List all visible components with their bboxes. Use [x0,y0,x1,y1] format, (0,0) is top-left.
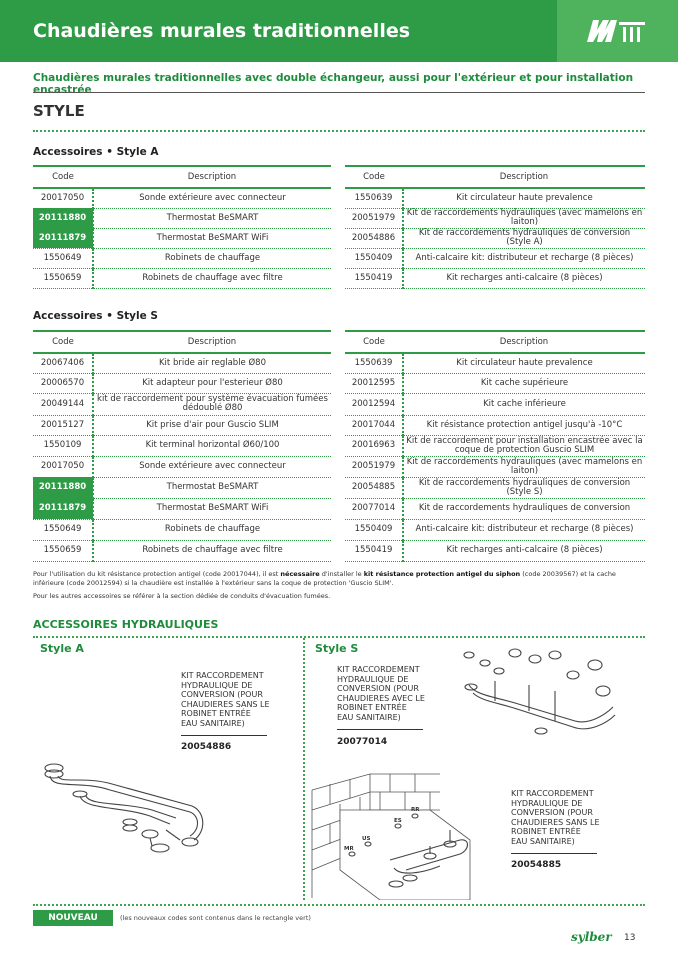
product-code: 1550409 [345,248,403,268]
product-code: 20051979 [345,456,403,477]
description-header: Description [93,166,331,188]
divider [33,636,645,638]
product-code: 20015127 [33,415,93,435]
divider [511,853,597,854]
hydraulics-heading: ACCESSOIRES HYDRAULIQUES [33,618,219,631]
product-code: 20017050 [33,188,93,208]
table-row [33,519,331,540]
product-description: Anti-calcaire kit: distributeur et recharge (8 pièces) [403,519,645,540]
product-description: Sonde extérieure avec connecteur [93,188,331,208]
table-row [33,540,331,561]
product-description: kit de raccordement pour système évacuation fumées dédoublé Ø80 [93,393,331,415]
product-code: 20111879 [33,498,93,519]
table-row [345,268,645,288]
table-row [345,208,645,228]
product-description: Kit circulateur haute prevalence [403,353,645,373]
description-header: Description [403,331,645,353]
table-row [345,393,645,415]
product-description: Kit de raccordement pour installation encastrée avec la coque de protection Guscio SLIM [403,435,645,456]
product-description: Kit de raccordements hydrauliques de conversion (Style S) [403,477,645,498]
product-code: 20067406 [33,353,93,373]
logo-icon [585,16,649,46]
page-title: Chaudières murales traditionnelles [33,20,411,42]
product-code: 20054885 [345,477,403,498]
table-row [33,188,331,208]
product-description: Kit cache supérieure [403,373,645,393]
description-header: Description [403,166,645,188]
brand-logo [557,0,678,62]
product-code: 1550419 [345,540,403,561]
product-description: Thermostat BeSMART [93,477,331,498]
style-s-pipe-kit-illustration [455,645,625,745]
kit-description: KIT RACCORDEMENT HYDRAULIQUE DE CONVERSION (POUR CHAUDIERES AVEC LE ROBINET ENTRÉE EAU SANITAIRE) [337,665,425,722]
product-description: Thermostat BeSMART WiFi [93,498,331,519]
product-description: Robinets de chauffage [93,519,331,540]
product-description: Kit prise d'air pour Guscio SLIM [93,415,331,435]
product-description: Kit de raccordements hydrauliques de conversion (Style A) [403,228,645,248]
product-code: 1550659 [33,268,93,288]
divider [33,904,645,906]
table-row [345,519,645,540]
product-description: Thermostat BeSMART WiFi [93,228,331,248]
product-code: 1550639 [345,188,403,208]
kit-code: 20054886 [181,742,232,752]
product-code: 20111880 [33,477,93,498]
product-description: Robinets de chauffage avec filtre [93,268,331,288]
product-code: 20012595 [345,373,403,393]
product-code: 20016963 [345,435,403,456]
product-code: 1550419 [345,268,403,288]
product-code: 1550109 [33,435,93,456]
footnote-2: Pour les autres accessoires se référer à la section dédiée de conduits d'évacuation fumées. [33,592,331,600]
style-a-pipe-kit-illustration [40,750,210,865]
table-row [345,435,645,456]
product-code: 20111880 [33,208,93,228]
product-description: Thermostat BeSMART [93,208,331,228]
new-badge: NOUVEAU [33,910,113,926]
page-subtitle: Chaudières murales traditionnelles avec double échangeur, aussi pour l'extérieur et pour installation encastrée [33,72,634,96]
table-row [345,415,645,435]
table-row [33,208,331,228]
table-row [345,456,645,477]
code-header: Code [33,331,93,353]
product-code: 1550639 [345,353,403,373]
kit-description: KIT RACCORDEMENT HYDRAULIQUE DE CONVERSION (POUR CHAUDIERES SANS LE ROBINET ENTRÉE EAU SANITAIRE) [511,789,600,846]
style-a-label: Style A [40,642,84,655]
page-number: 13 [624,933,636,943]
flow-label-mr: MR [344,846,354,852]
outlet-label-es: ES [394,818,402,824]
outlet-label-us: US [362,836,371,842]
product-description: Kit de raccordements hydrauliques (avec mamelons en laiton) [403,456,645,477]
product-code: 1550659 [33,540,93,561]
return-label-rr: RR [411,807,420,813]
table-row [33,435,331,456]
divider [33,92,645,93]
product-description: Kit terminal horizontal Ø60/100 [93,435,331,456]
style-s-label: Style S [315,642,359,655]
product-description: Kit de raccordements hydrauliques de conversion [403,498,645,519]
style-s-table-right [345,330,645,562]
table-row [33,373,331,393]
product-description: Kit recharges anti-calcaire (8 pièces) [403,268,645,288]
badge-note: (les nouveaux codes sont contenus dans le rectangle vert) [120,914,311,922]
product-code: 20017050 [33,456,93,477]
brand-name: sylber [571,930,612,944]
product-description: Kit recharges anti-calcaire (8 pièces) [403,540,645,561]
product-description: Sonde extérieure avec connecteur [93,456,331,477]
table-row [33,498,331,519]
code-header: Code [345,331,403,353]
product-code: 20054886 [345,228,403,248]
table-row [33,393,331,415]
divider [337,729,423,730]
kit-description: KIT RACCORDEMENT HYDRAULIQUE DE CONVERSION (POUR CHAUDIERES SANS LE ROBINET ENTRÉE EAU SANITAIRE) [181,671,270,728]
product-code: 20051979 [345,208,403,228]
product-code: 20006570 [33,373,93,393]
product-description: Robinets de chauffage [93,248,331,268]
table-row [345,228,645,248]
description-header: Description [93,331,331,353]
product-code: 20017044 [345,415,403,435]
section-title: STYLE [33,102,85,120]
product-description: Kit circulateur haute prevalence [403,188,645,208]
style-s-table-left [33,330,331,562]
product-description: Kit bride air reglable Ø80 [93,353,331,373]
table-row [345,353,645,373]
table-row [345,540,645,561]
product-code: 20077014 [345,498,403,519]
table-row [33,268,331,288]
product-code: 20111879 [33,228,93,248]
style-a-table-right [345,165,645,289]
product-description: Robinets de chauffage avec filtre [93,540,331,561]
product-code: 1550649 [33,248,93,268]
table-row [33,248,331,268]
code-header: Code [345,166,403,188]
table-row [33,477,331,498]
style-s-heading: Accessoires • Style S [33,310,158,322]
product-code: 1550649 [33,519,93,540]
table-row [33,228,331,248]
product-description: Kit cache inférieure [403,393,645,415]
table-row [345,373,645,393]
table-row [33,415,331,435]
divider [33,130,645,132]
style-a-heading: Accessoires • Style A [33,146,159,158]
wall-installation-illustration [310,770,510,900]
style-a-table-left [33,165,331,289]
table-row [33,353,331,373]
footnote: Pour l'utilisation du kit résistance protection antigel (code 20017044), il est nécessaire d'installer le kit résistance protection antigel du siphon (code 20039567) et la cache inférieure (code 20012594) si la chaudière est installée à l'extérieur sans la coque de protection 'Guscio SLIM'. [33,570,616,587]
product-description: Kit résistance protection antigel jusqu'à -10°C [403,415,645,435]
kit-code: 20077014 [337,737,388,747]
product-description: Kit adapteur pour l'esterieur Ø80 [93,373,331,393]
table-row [345,188,645,208]
product-description: Kit de raccordements hydrauliques (avec mamelons en laiton) [403,208,645,228]
product-code: 20049144 [33,393,93,415]
table-row [345,477,645,498]
kit-code: 20054885 [511,860,562,870]
table-row [345,248,645,268]
table-row [33,456,331,477]
code-header: Code [33,166,93,188]
divider [303,638,305,900]
product-code: 20012594 [345,393,403,415]
product-description: Anti-calcaire kit: distributeur et recharge (8 pièces) [403,248,645,268]
table-row [345,498,645,519]
product-code: 1550409 [345,519,403,540]
divider [181,735,267,736]
